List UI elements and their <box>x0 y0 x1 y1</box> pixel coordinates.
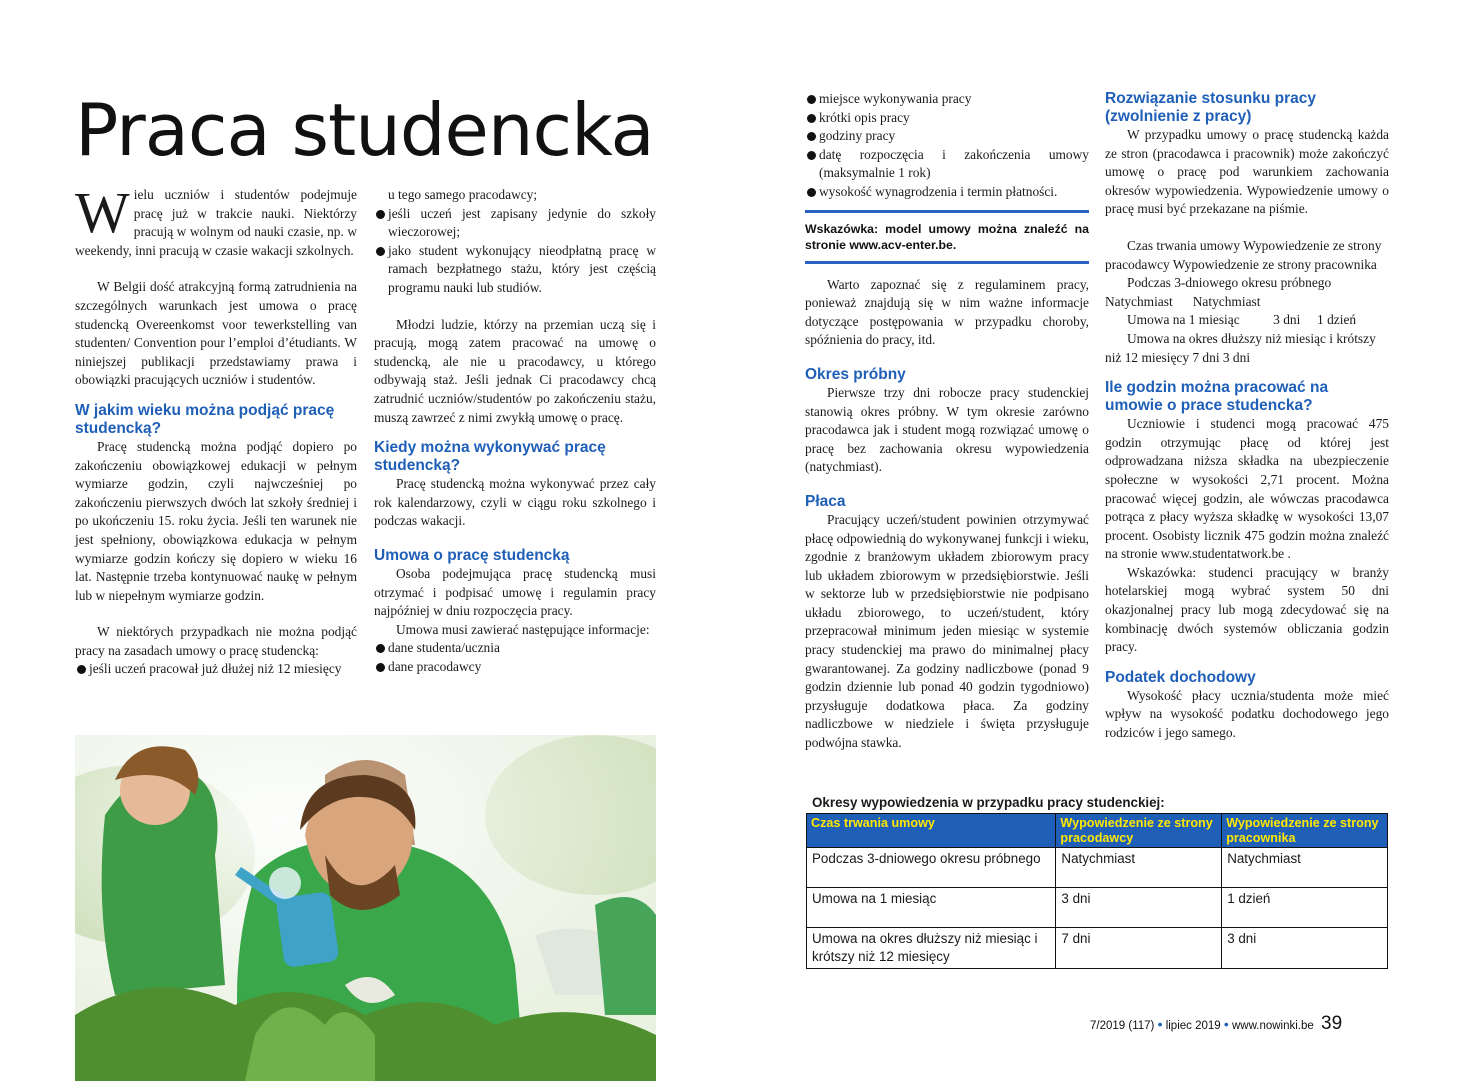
list-item: miejsce wykonywania pracy <box>805 90 1089 109</box>
paragraph-termination: W przypadku umowy o pracę studencką każda ze stron (pracodawca i pracownik) może zakończyć umowę o pracę pod warunkiem zachowania okresów wypowiedzenia. Wypowiedzenie umowy o pracę musi być przekazane na piśmie. <box>1105 127 1389 217</box>
page-number: 39 <box>1321 1013 1343 1034</box>
paragraph-hours: Uczniowie i studenci mogą pracować 475 godzin otrzymując płacę od której jest odprowadzana niższa składka na ubezpieczenie społeczne w wysokości 2,71 procent. Można pracować więcej godzin, ale wówczas pracodawca potrąca z płacy wyższa składkę w wysokości 13,07 procent. Osobisty licznik 475 godzin można znaleźć na stronie www.studentatwork.be . <box>1105 416 1389 562</box>
issue-date: lipiec 2019 <box>1165 1020 1221 1032</box>
table-header-cell: Wypowiedzenie ze strony pracodawcy <box>1056 814 1222 848</box>
page-title: Praca studencka <box>75 88 654 172</box>
drop-cap: W <box>75 180 130 245</box>
raw-table-line: Umowa na 1 miesiąc 3 dni 1 dzień <box>1127 312 1357 328</box>
notice-period-table-block <box>806 795 1388 969</box>
page-footer <box>1090 1013 1342 1035</box>
column-1 <box>75 180 357 679</box>
intro-paragraph <box>75 180 357 260</box>
table-header-cell: Czas trwania umowy <box>807 814 1056 848</box>
bullet-list-contract-cont <box>805 90 1089 202</box>
photo-illustration <box>75 735 656 1081</box>
paragraph-young-people: Młodzi ludzie, którzy na przemian uczą się i pracują, mogą zatem pracować na umowę o studencką, ale nie u pracodawcy, u którego odbywają staż. Jeśli jednak Ci pracodawcy chcą zatrudnić uczniów/studentów po zakończeniu stażu, muszą zawrzeć z nimi zwykłą umowę o pracę. <box>374 316 656 425</box>
heading-hours: Ile godzin można pracować na umowie o prace studencka? <box>1105 379 1329 415</box>
list-item: dane studenta/ucznia <box>374 639 656 658</box>
heading-trial: Okres próbny <box>805 365 906 383</box>
column-3 <box>805 90 1089 753</box>
paragraph-when: Pracę studencką można wykonywać przez cały rok kalendarzowy, czyli w ciągu roku szkolnego i podczas wakacji. <box>374 476 656 529</box>
paragraph-hint: Wskazówka: studenci pracujący w branży hotelarskiej mogą wybrać system 50 dni okazjonalnej pracy lub mogą zdecydować się na kombinację dwóch systemów obliczania godzin pracy. <box>1105 564 1389 655</box>
heading-pay: Płaca <box>805 492 846 510</box>
list-item: datę rozpoczęcia i zakończenia umowy (maksymalnie 1 rok) <box>805 146 1089 183</box>
bullet-dot-icon: • <box>1223 1016 1229 1032</box>
paragraph-belgium: W Belgii dość atrakcyjną formą zatrudnienia na szczególnych warunkach jest umowa o pracę studencką Overeenkomst voor tewerkstelling van studenten/ Convention pour l’emploi d’étudiants. W niniejszej publikacji przedstawiamy prawa i obowiązki pracujących uczniów i studentów. <box>75 279 357 388</box>
bullet-list-cases <box>75 660 357 679</box>
issue-number: 7/2019 (117) <box>1090 1020 1155 1032</box>
table-cell: Umowa na okres dłuższy niż miesiąc i krótszy niż 12 miesięcy <box>807 928 1056 969</box>
column-4 <box>1105 90 1389 743</box>
notice-period-table <box>806 813 1388 969</box>
table-cell: 3 dni <box>1056 888 1222 928</box>
paragraph-trial: Pierwsze trzy dni robocze pracy studenckiej stanowią okres próbny. W tym okresie zarówno pracodawca jak i student mogą rozwiązać umowę o pracę bez zachowania okresu wypowiedzenia (natychmiast). <box>805 384 1089 475</box>
table-row <box>807 928 1388 969</box>
list-item: jako student wykonujący nieodpłatną pracę w ramach bezpłatnego stażu, który jest częścią programu nauki lub studiów. <box>374 242 656 298</box>
heading-contract: Umowa o pracę studencką <box>374 546 570 564</box>
raw-table-line: Umowa na okres dłuższy niż miesiąc i krótszy niż 12 miesięcy 7 dni 3 dni <box>1105 330 1376 365</box>
list-item: dane pracodawcy <box>374 658 656 677</box>
paragraph-pay: Pracujący uczeń/student powinien otrzymywać płacę odpowiednią do wykonywanej funkcji i wieku, zgodnie z branżowym układem zbiorowym pracy lub układem zbiorowym w przedsiębiorstwie. Jeśli w sektorze lub w przedsiębiorstwie nie podpisano układu zbiorowego, to uczeń/student, który przepracował minimum jeden miesiąc w systemie pracy studenckiej ma prawo do minimalnej płacy gwarantowanej. Za godziny nadliczbowe (ponad 9 godzin dziennie lub ponad 40 godzin tygodniowo) przysługuje dodatkowa płaca. Za godziny nadliczbowe w niedziele i święta przysługuje podwójna stawka. <box>805 511 1089 751</box>
table-cell: Natychmiast <box>1056 848 1222 888</box>
list-item: wysokość wynagrodzenia i termin płatności. <box>805 183 1089 202</box>
bullet-dot-icon: • <box>1157 1016 1163 1032</box>
photo-students-gardening <box>75 735 656 1081</box>
bullet-list-cases-cont <box>374 205 656 298</box>
heading-when: Kiedy można wykonywać pracę studencką? <box>374 439 606 475</box>
list-item: godziny pracy <box>805 127 1089 146</box>
tip-box: Wskazówka: model umowy można znaleźć na stronie www.acv-enter.be. <box>805 210 1089 264</box>
paragraph-age: Pracę studencką można podjąć dopiero po zakończeniu obowiązkowej edukacji w pełnym wymiarze godzin, czyli najwcześniej po zakończeniu pierwszych dwóch lat szkoły średniej i po ukończeniu 15. roku życia. Jeśli ten warunek nie jest spełniony, obowiązkowa edukacja w pełnym wymiarze godzin kończy się dopiero w wieku 16 lat. Następnie trzeba kontynuować naukę w pełnym lub w niepełnym wymiarze godzin. <box>75 438 357 603</box>
heading-tax: Podatek dochodowy <box>1105 668 1256 686</box>
list-item: jeśli uczeń jest zapisany jedynie do szkoły wieczorowej; <box>374 205 656 242</box>
continued-text: u tego samego pracodawcy; <box>388 187 538 202</box>
paragraph-tax: Wysokość płacy ucznia/studenta może mieć wpływ na wysokość podatku dochodowego jego rodziców i jego samego. <box>1105 687 1389 741</box>
paragraph-rules: Warto zapoznać się z regulaminem pracy, ponieważ znajdują się w nim ważne informacje dotyczące postępowania w przypadku choroby, spóźnienia do pracy, itd. <box>805 276 1089 348</box>
table-cell: Natychmiast <box>1222 848 1388 888</box>
intro-text: ielu uczniów i studentów podejmuje pracę już w trakcie nauki. Niektórzy pracują w wolnym od nauki czasie, np. w weekendy, inni pracują w czasie wakacji szkolnych. <box>75 187 357 258</box>
website-link[interactable]: www.nowinki.be <box>1231 1020 1314 1032</box>
table-cell: 1 dzień <box>1222 888 1388 928</box>
table-row <box>807 888 1388 928</box>
list-item: jeśli uczeń pracował już dłużej niż 12 miesięcy <box>75 660 357 679</box>
table-header-cell: Wypowiedzenie ze strony pracownika <box>1222 814 1388 848</box>
heading-age: W jakim wieku można podjąć pracę studencką? <box>75 401 335 437</box>
table-header-row <box>807 814 1388 848</box>
raw-table-line: Czas trwania umowy Wypowiedzenie ze strony pracodawcy Wypowiedzenie ze strony pracownika <box>1105 237 1382 272</box>
table-cell: Umowa na 1 miesiąc <box>807 888 1056 928</box>
paragraph-contract: Osoba podejmująca pracę studencką musi otrzymać i podpisać umowę i regulamin pracy najpóźniej w dniu rozpoczęcia pracy. <box>374 565 656 619</box>
raw-table-line: Natychmiast Natychmiast <box>1105 293 1261 309</box>
paragraph-cases: W niektórych przypadkach nie można podjąć pracy na zasadach umowy o pracę studencką: <box>75 624 357 658</box>
raw-table-line: Podczas 3-dniowego okresu próbnego <box>1127 275 1332 291</box>
paragraph-contains: Umowa musi zawierać następujące informacje: <box>396 621 650 637</box>
table-row <box>807 848 1388 888</box>
table-cell: 3 dni <box>1222 928 1388 969</box>
heading-termination: Rozwiązanie stosunku pracy (zwolnienie z pracy) <box>1105 90 1317 125</box>
column-2 <box>374 186 656 676</box>
list-item: krótki opis pracy <box>805 109 1089 128</box>
table-cell: Podczas 3-dniowego okresu próbnego <box>807 848 1056 888</box>
bullet-list-contract <box>374 639 656 676</box>
table-cell: 7 dni <box>1056 928 1222 969</box>
table-caption: Okresy wypowiedzenia w przypadku pracy studenckiej: <box>812 795 1165 810</box>
